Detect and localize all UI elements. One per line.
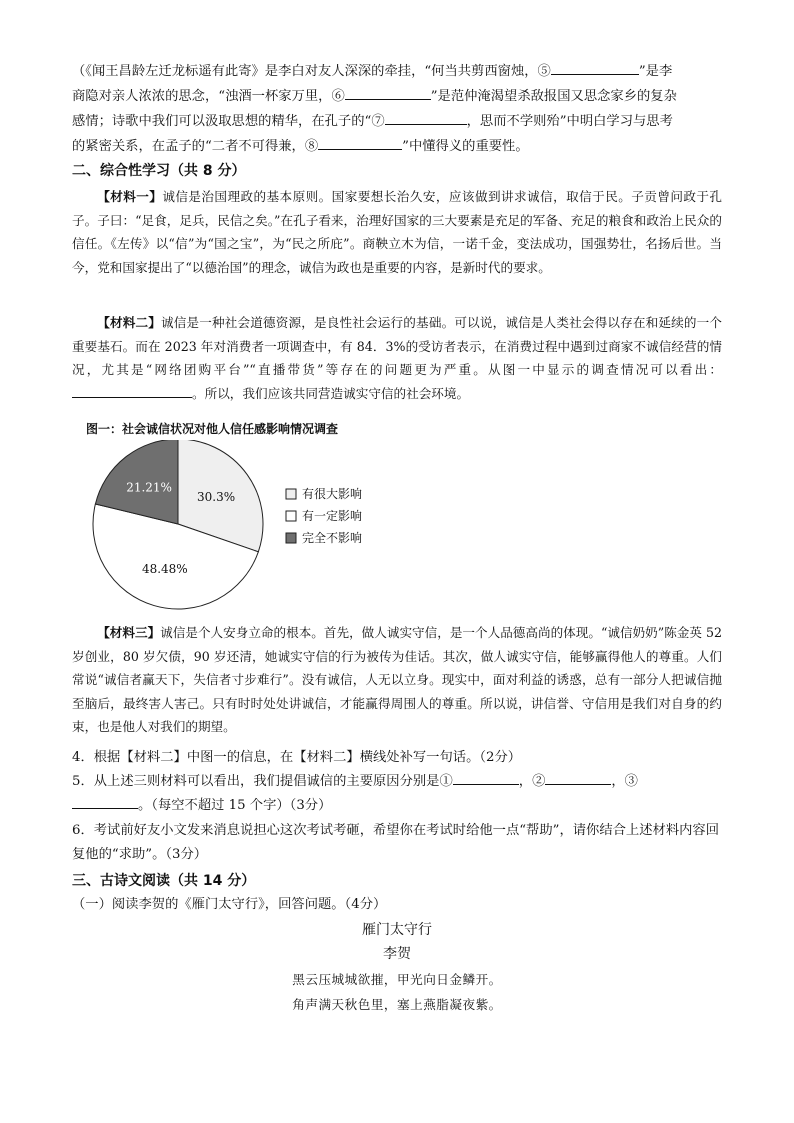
blank-6[interactable] [345,85,431,100]
q5-text: 。（每空不超过 15 个字）（3分） [138,798,332,813]
intro-text: （《闻王昌龄左迁龙标遥有此寄》是李白对友人深深的牵挂，“何当共剪西窗烛，⑤ [72,64,551,79]
material-2-text: 诚信是一种社会道德资源，是良性社会运行的基础。可以说，诚信是人类社会得以存在和延续的一个重要基石。而在 2023 年对消费者一项调查中，有 84．3%的受访者表示，在消费过程中遇到过商家不诚信经营的情况，尤其是“网络团购平台”“直播带货”等存在的问题更为严重。从图一中显示的调查情况可以看出： [72,315,723,377]
material-2-text: 。所以，我们应该共同营造诚实守信的社会环境。 [192,385,470,401]
intro-text: ”是范仲淹渴望杀敌报国又思念家乡的复杂 [430,89,677,104]
intro-line-3 [72,110,722,134]
pie-data-label: 21.21% [126,480,172,495]
intro-text: ”是李 [638,64,673,79]
q5-text: ，③ [611,774,638,789]
question-4: 4．根据【材料二】中图一的信息，在【材料二】横线处补写一句话。（2分） [72,750,522,765]
material-3 [72,621,722,739]
q5-blank-1[interactable] [453,770,519,785]
intro-line-4 [72,135,722,159]
legend-label: 有很大影响 [302,487,363,501]
blank-7[interactable] [385,110,467,125]
intro-text: 商隐对亲人浓浓的思念，“浊酒一杯家万里，⑥ [72,89,345,104]
intro-text: 的紧密关系，在孟子的“二者不可得兼，⑧ [72,139,319,154]
poem-title: 雁门太守行 [362,922,432,938]
q5-blank-2[interactable] [545,770,611,785]
question-5 [72,770,722,818]
pie-data-label: 48.48% [141,561,188,576]
material-1-tag: 【材料一】 [97,189,163,204]
intro-line-2 [72,85,722,109]
poem-line: 角声满天秋色里，塞上燕脂凝夜紫。 [292,997,502,1012]
subsection-1-heading: （一）阅读李贺的《雁门太守行》，回答问题。（4分） [72,897,387,912]
material-3-tag: 【材料三】 [97,625,161,640]
pie-chart-svg [86,440,376,616]
material-1 [72,185,722,279]
question-6: 6．考试前好友小文发来消息说担心这次考试考砸，希望你在考试时给他一点“帮助”，请你结合上述材料内容回复他的“求助”。（3分） [72,823,720,862]
legend-label: 有一定影响 [302,509,363,523]
section-3-heading: 三、古诗文阅读（共 14 分） [72,873,256,889]
legend-swatch [286,533,296,543]
poem-line: 黑云压城城欲摧，甲光向日金鳞开。 [292,972,502,987]
material-3-text: 诚信是个人安身立命的根本。首先，做人诚实守信，是一个人品德高尚的体现。“诚信奶奶”陈金英 52 岁创业，80 岁欠债，90 岁还清，她诚实守信的行为被传为佳话。其次，做人诚实守信，能够赢得他人的尊重。人们常说“诚信者赢天下，失信者寸步难行”。没有诚信，人无以立身。现实中，面对利益的诱惑，总有一部分人把诚信抛至脑后，最终害人害己。只有时时处处讲诚信，才能赢得周围人的尊重。所以说，讲信誉、守信用是我们对自身的约束，也是他人对我们的期望。 [72,625,722,734]
intro-text: 感情；诗歌中我们可以汲取思想的精华，在孔子的“⑦ [72,114,385,129]
blank-5[interactable] [551,60,639,75]
section-2-heading: 二、综合性学习（共 8 分） [72,163,246,179]
intro-text: ，思而不学则殆”中明白学习与思考 [466,114,673,129]
legend-label: 完全不影响 [302,531,363,545]
q5-blank-3[interactable] [72,794,138,809]
legend-swatch [286,489,296,499]
pie-chart [86,420,376,616]
legend-swatch [286,511,296,521]
q5-text: ，② [518,774,546,789]
intro-text: ”中懂得义的重要性。 [402,139,529,154]
poem-author: 李贺 [383,946,411,962]
chart-title: 图一：社会诚信状况对他人信任感影响情况调查 [86,422,339,436]
material-1-text: 诚信是治国理政的基本原则。国家要想长治久安，应该做到讲求诚信，取信于民。子贡曾问政于孔子。子曰：“足食，足兵，民信之矣。”在孔子看来，治理好国家的三大要素是充足的军备、充足的粮食和政治上民众的信任。《左传》以“信”为“国之宝”，为“民之所庇”。商鞅立木为信，一诺千金，变法成功，国强势壮，名扬后世。当今，党和国家提出了“以德治国”的理念，诚信为政也是重要的内容，是新时代的要求。 [72,189,723,275]
intro-line-1 [72,60,722,84]
material-2 [72,311,722,405]
material-2-blank[interactable] [72,383,192,398]
blank-8[interactable] [318,135,402,150]
material-2-tag: 【材料二】 [97,315,161,330]
pie-data-label: 30.3% [197,489,236,504]
q5-text: 5．从上述三则材料可以看出，我们提倡诚信的主要原因分别是① [72,774,453,789]
